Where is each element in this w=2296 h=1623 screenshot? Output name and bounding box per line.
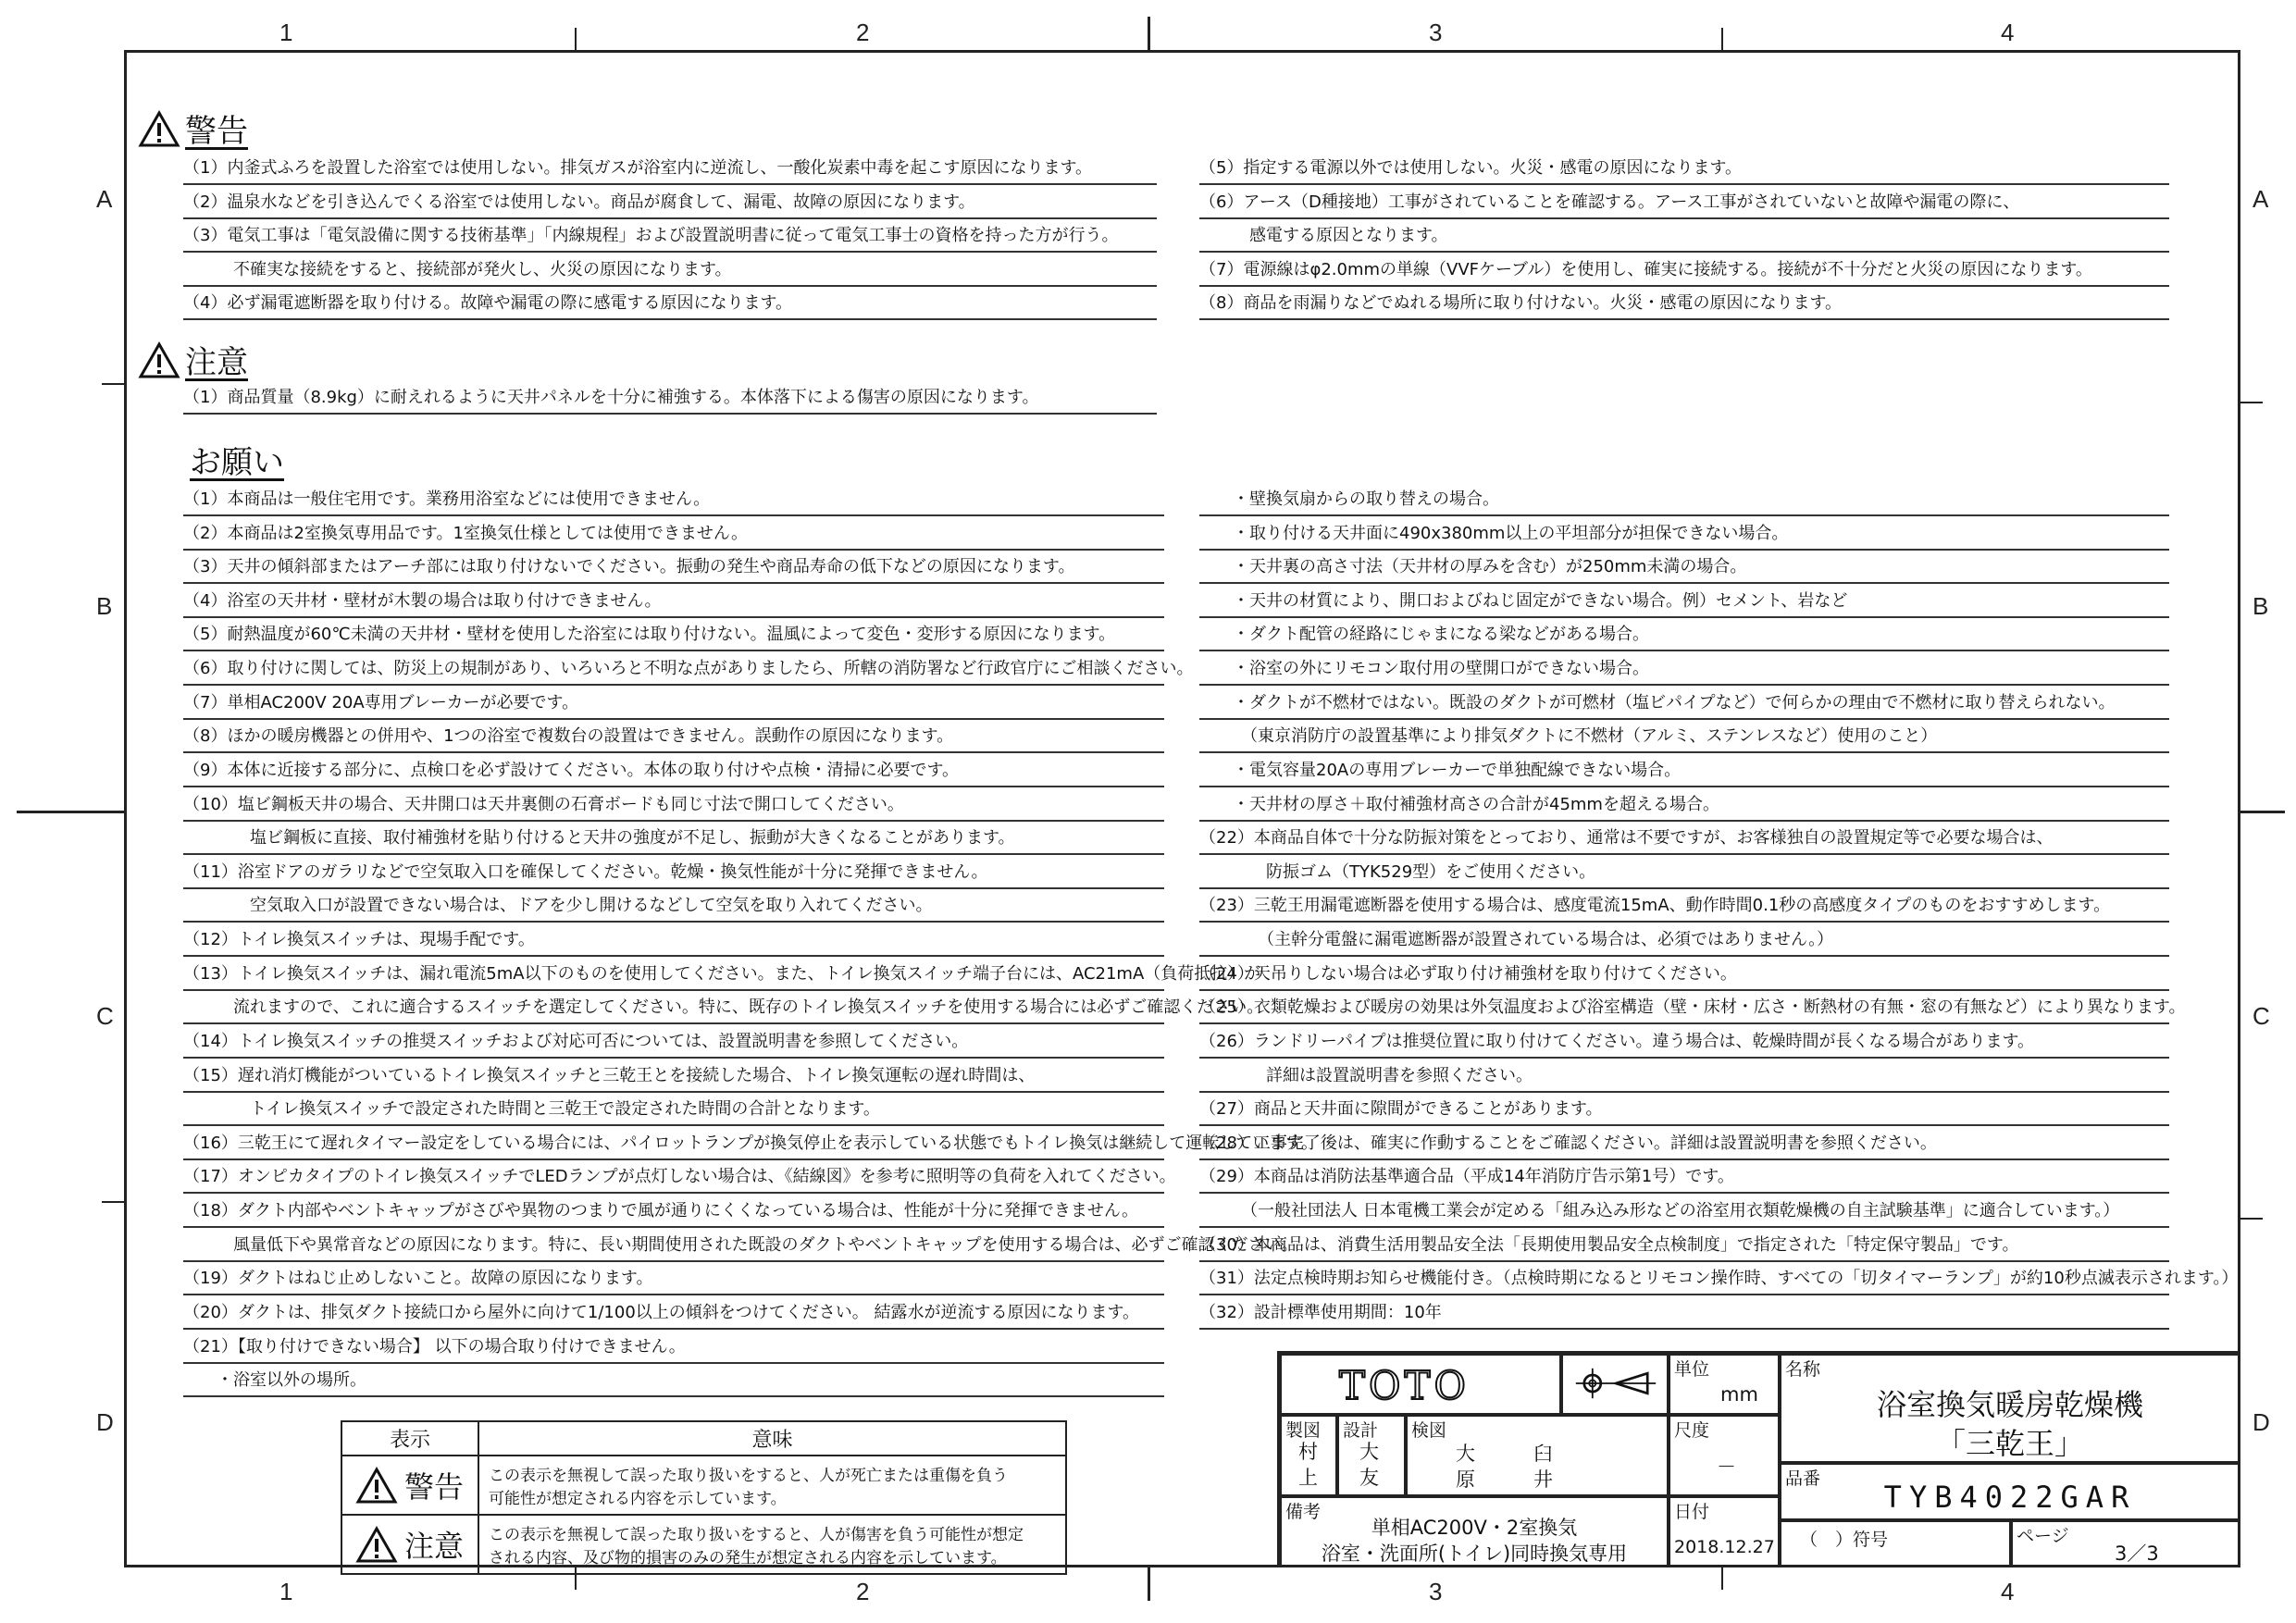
legend-caution-text2: される内容、及び物的損害のみの発生が想定される内容を示しています。: [489, 1549, 1007, 1567]
req-left-line: （6）取り付けに関しては、防災上の規制があり、いろいろと不明な点がありましたら、所轄の消防署など行政官庁にご相談ください。: [183, 652, 1164, 686]
req-right-line: （24）天吊りしない場合は必ず取り付け補強材を取り付けてください。: [1199, 958, 2169, 991]
tb-date-caption: 日付: [1674, 1502, 1710, 1522]
tb-date-cell: [1669, 1496, 1780, 1567]
tb-design-cell: [1337, 1415, 1406, 1496]
legend-caution-text1: この表示を無視して誤った取り扱いをすると、人が傷害を負う可能性が想定: [489, 1526, 1024, 1544]
req-left-line: （2）本商品は2室換気専用品です。1室換気仕様としては使用できません。: [183, 517, 1164, 551]
tb-scale-value: －: [1717, 1456, 1736, 1478]
warn-left-line: 不確実な接続をすると、接続部が発火し、火災の原因になります。: [183, 254, 1157, 287]
req-left-line: （20）ダクトは、排気ダクト接続口から屋外に向けて1/100以上の傾斜をつけてください。 結露水が逆流する原因になります。: [183, 1296, 1164, 1330]
tick-top-3: [1721, 28, 1723, 50]
legend-warning-label: 警告: [403, 1469, 464, 1505]
req-left-line: （11）浴室ドアのガラリなどで空気取入口を確保してください。乾燥・換気性能が十分に発揮できません。: [183, 856, 1164, 889]
tb-check-caption: 検図: [1411, 1420, 1447, 1441]
col-label-3: 3: [1429, 19, 1443, 46]
tb-check-cell: [1406, 1415, 1669, 1496]
tb-page-value: 3／3: [2115, 1542, 2159, 1565]
tb-code-cell: [1780, 1463, 2240, 1520]
tick-left-1: [102, 383, 124, 385]
col-label-4-bottom: 4: [2001, 1578, 2015, 1605]
req-left-line: 流れますので、これに適合するスイッチを選定してください。特に、既存のトイレ換気スイッチを使用する場合には必ずご確認ください。: [183, 991, 1164, 1024]
tick-bottom-3: [1721, 1567, 1723, 1590]
col-label-3-bottom: 3: [1429, 1578, 1443, 1605]
req-right-line: （28）工事完了後は、確実に作動することをご確認ください。詳細は設置説明書を参照ください。: [1199, 1127, 2169, 1160]
tb-product-nickname: 「三乾王」: [1935, 1426, 2084, 1461]
req-left-line: （17）オンピカタイプのトイレ換気スイッチでLEDランプが点灯しない場合は、《結線図》を参考に照明等の負荷を入れてください。: [183, 1160, 1164, 1194]
warn-right-line: （8）商品を雨漏りなどでぬれる場所に取り付けない。火災・感電の原因になります。: [1199, 287, 2169, 320]
warn-left-line: （1）内釜式ふろを設置した浴室では使用しない。排気ガスが浴室内に逆流し、一酸化炭素中毒を起こす原因になります。: [183, 152, 1157, 185]
req-left-line: （16）三乾王にて遅れタイマー設定をしている場合には、パイロットランプが換気停止を表示している状態でもトイレ換気は継続して運転しています。: [183, 1127, 1164, 1160]
tick-right-1: [2240, 402, 2263, 403]
warning-title: 警告: [185, 113, 248, 150]
tb-name-cell: [1780, 1354, 2240, 1463]
req-right-line: ・天井材の厚さ＋取付補強材高さの合計が45mmを超える場合。: [1199, 788, 2169, 822]
req-left-line: 空気取入口が設置できない場合は、ドアを少し開けるなどして空気を取り入れてください。: [183, 889, 1164, 923]
tb-page-caption: ページ: [2017, 1526, 2069, 1546]
legend-row-caution: [341, 1515, 1066, 1574]
req-left-line: （21）【取り付けできない場合】 以下の場合取り付けできません。: [183, 1331, 1164, 1364]
req-right-line: ・天井の材質により、開口およびねじ固定ができない場合。例）セメント、岩など: [1199, 585, 2169, 618]
tb-brand-cell: [1280, 1354, 1561, 1415]
tb-symbol-cell: [1780, 1520, 2011, 1567]
tick-left-3: [102, 1201, 124, 1203]
warning-heading: [139, 105, 248, 151]
tb-product-name: 浴室換気暖房乾燥機: [1876, 1387, 2143, 1422]
legend-warning-text1: この表示を無視して誤った取り扱いをすると、人が死亡または重傷を負う: [489, 1467, 1008, 1485]
request-heading: [190, 437, 284, 482]
tb-projection-cell: [1561, 1354, 1669, 1415]
tick-top-2: [1148, 17, 1150, 50]
tb-note-cell: [1280, 1496, 1669, 1567]
req-left-line: （18）ダクト内部やベントキャップがさびや異物のつまりで風が通りにくくなっている場合は、性能が十分に発揮できません。: [183, 1195, 1164, 1228]
tb-note-line2: 浴室・洗面所(トイレ)同時換気専用: [1321, 1542, 1628, 1565]
tb-design-value: 大 友: [1359, 1441, 1379, 1489]
tick-top-1: [575, 28, 577, 50]
warn-left-line: （3）電気工事は「電気設備に関する技術基準」「内線規程」および設置説明書に従って電気工事士の資格を持った方が行う。: [183, 219, 1157, 253]
tb-design-caption: 設計: [1343, 1420, 1379, 1441]
row-label-a: A: [96, 185, 113, 213]
tb-symbol-caption: （ ）符号: [1800, 1530, 1889, 1550]
legend-col-display: 表示: [341, 1421, 478, 1456]
req-right-line: ・壁換気扇からの取り替えの場合。: [1199, 483, 2169, 516]
toto-logo: TOTO: [1339, 1363, 1470, 1408]
req-left-line: （19）ダクトはねじ止めしないこと。故障の原因になります。: [183, 1262, 1164, 1295]
row-label-a-right: A: [2253, 185, 2269, 213]
req-right-line: （31）法定点検時期お知らせ機能付き。（点検時期になるとリモコン操作時、すべての「切タイマーランプ」が約10秒点滅表示されます。）: [1199, 1262, 2169, 1295]
req-left-line: （15）遅れ消灯機能がついているトイレ換気スイッチと三乾王とを接続した場合、トイレ換気運転の遅れ時間は、: [183, 1059, 1164, 1093]
tick-right-3: [2240, 1218, 2263, 1220]
req-right-line: ・天井裏の高さ寸法（天井材の厚みを含む）が250mm未満の場合。: [1199, 551, 2169, 584]
req-right-line: （30）本商品は、消費生活用製品安全法「長期使用製品安全点検制度」で指定された「特定保守製品」です。: [1199, 1229, 2169, 1262]
warning-icon: [139, 110, 180, 147]
tb-unit-value: mm: [1720, 1383, 1758, 1406]
tb-check-value2: 原 井: [1456, 1468, 1553, 1491]
req-left-line: （9）本体に近接する部分に、点検口を必ず設けてください。本体の取り付けや点検・清掃に必要です。: [183, 754, 1164, 787]
row-label-c: C: [96, 1002, 114, 1030]
req-left-line: ・浴室以外の場所。: [183, 1364, 1164, 1397]
legend-warning-icon: [356, 1467, 397, 1504]
tb-page-cell: [2011, 1520, 2240, 1567]
tb-made-caption: 製図: [1285, 1420, 1322, 1441]
row-label-c-right: C: [2253, 1002, 2270, 1030]
col-label-2-bottom: 2: [856, 1578, 870, 1605]
req-left-line: （5）耐熱温度が60℃未満の天井材・壁材を使用した浴室には取り付けない。温風によって変色・変形する原因になります。: [183, 618, 1164, 651]
req-right-line: ・ダクト配管の経路にじゃまになる梁などがある場合。: [1199, 618, 2169, 651]
req-left-line: トイレ換気スイッチで設定された時間と三乾王で設定された時間の合計となります。: [183, 1093, 1164, 1126]
req-left-line: （3）天井の傾斜部またはアーチ部には取り付けないでください。振動の発生や商品寿命の低下などの原因になります。: [183, 551, 1164, 584]
req-right-line: ・取り付ける天井面に490x380mm以上の平坦部分が担保できない場合。: [1199, 517, 2169, 551]
tb-date-value: 2018.12.27: [1674, 1537, 1775, 1557]
projection-symbol-icon: [1574, 1367, 1657, 1400]
req-right-line: （23）三乾王用漏電遮断器を使用する場合は、感度電流15mA、動作時間0.1秒の高感度タイプのものをおすすめします。: [1199, 889, 2169, 923]
req-left-line: （7）単相AC200V 20A専用ブレーカーが必要です。: [183, 687, 1164, 720]
tb-made-cell: [1280, 1415, 1337, 1496]
legend-table: [341, 1420, 1067, 1575]
tick-left-2: [17, 811, 124, 813]
req-left-line: 塩ビ鋼板に直接、取付補強材を貼り付けると天井の強度が不足し、振動が大きくなることがあります。: [183, 822, 1164, 855]
req-left-line: （13）トイレ換気スイッチは、漏れ電流5mA以下のものを使用してください。また、トイレ換気スイッチ端子台には、AC21mA（負荷抵抗）が: [183, 958, 1164, 991]
tb-code-caption: 品番: [1785, 1468, 1821, 1489]
tb-note-caption: 備考: [1285, 1502, 1322, 1522]
warn-right-line: （5）指定する電源以外では使用しない。火災・感電の原因になります。: [1199, 152, 2169, 185]
req-right-line: 防振ゴム（TYK529型）をご使用ください。: [1199, 856, 2169, 889]
legend-col-meaning: 意味: [478, 1421, 1066, 1456]
row-label-b: B: [96, 592, 113, 620]
req-left-line: （12）トイレ換気スイッチは、現場手配です。: [183, 923, 1164, 957]
caution-heading: [139, 337, 248, 382]
tb-check-value1: 大 臼: [1456, 1443, 1553, 1465]
legend-row-warning: [341, 1456, 1066, 1515]
tb-scale-cell: [1669, 1415, 1780, 1496]
tb-product-code: TYB4022GAR: [1883, 1480, 2137, 1515]
warn-right-line: （7）電源線はφ2.0mmの単線（VVFケーブル）を使用し、確実に接続する。接続が不十分だと火災の原因になります。: [1199, 254, 2169, 287]
req-right-line: ・電気容量20Aの専用ブレーカーで単独配線できない場合。: [1199, 754, 2169, 787]
req-left-line: （10）塩ビ鋼板天井の場合、天井開口は天井裏側の石膏ボードも同じ寸法で開口してください。: [183, 788, 1164, 822]
tb-unit-cell: [1669, 1354, 1780, 1415]
req-left-line: 風量低下や異常音などの原因になります。特に、長い期間使用された既設のダクトやベントキャップを使用する場合は、必ずご確認ください。: [183, 1229, 1164, 1262]
req-right-line: ・ダクトが不燃材ではない。既設のダクトが可燃材（塩ビパイプなど）で何らかの理由で不燃材に取り替えられない。: [1199, 687, 2169, 720]
legend-caution-icon: [356, 1526, 397, 1563]
tb-unit-caption: 単位: [1674, 1359, 1710, 1380]
req-left-line: （8）ほかの暖房機器との併用や、1つの浴室で複数台の設置はできません。誤動作の原因になります。: [183, 720, 1164, 753]
request-title: お願い: [190, 444, 284, 481]
req-left-line: （14）トイレ換気スイッチの推奨スイッチおよび対応可否については、設置説明書を参照してください。: [183, 1025, 1164, 1059]
warn-right-line: 感電する原因となります。: [1199, 219, 2169, 253]
caution-title: 注意: [185, 344, 248, 381]
tb-name-caption: 名称: [1785, 1359, 1821, 1380]
tb-note-line1: 単相AC200V・2室換気: [1371, 1517, 1578, 1539]
caution-icon: [139, 341, 180, 378]
req-right-line: （22）本商品自体で十分な防振対策をとっており、通常は不要ですが、お客様独自の設置規定等で必要な場合は、: [1199, 822, 2169, 855]
legend-warning-text2: 可能性が想定される内容を示しています。: [489, 1490, 787, 1508]
caut-left-line: （1）商品質量（8.9kg）に耐えれるように天井パネルを十分に補強する。本体落下による傷害の原因になります。: [183, 381, 1157, 415]
req-right-line: （主幹分電盤に漏電遮断器が設置されている場合は、必須ではありません。）: [1199, 923, 2169, 957]
row-label-d: D: [96, 1408, 114, 1436]
legend-caution-label: 注意: [403, 1529, 464, 1564]
warn-right-line: （6）アース（D種接地）工事がされていることを確認する。アース工事がされていないと故障や漏電の際に、: [1199, 186, 2169, 219]
warn-left-line: （4）必ず漏電遮断器を取り付ける。故障や漏電の際に感電する原因になります。: [183, 287, 1157, 320]
req-right-line: （一般社団法人 日本電機工業会が定める「組み込み形などの浴室用衣類乾燥機の自主試験基準」に適合しています。）: [1199, 1195, 2169, 1228]
col-label-1: 1: [279, 19, 293, 46]
row-label-b-right: B: [2253, 592, 2269, 620]
warn-left-line: （2）温泉水などを引き込んでくる浴室では使用しない。商品が腐食して、漏電、故障の原因になります。: [183, 186, 1157, 219]
req-right-line: （32）設計標準使用期間：10年: [1199, 1296, 2169, 1330]
req-left-line: （4）浴室の天井材・壁材が木製の場合は取り付けできません。: [183, 585, 1164, 618]
tb-made-value: 村 上: [1298, 1441, 1318, 1489]
req-right-line: （26）ランドリーパイプは推奨位置に取り付けてください。違う場合は、乾燥時間が長くなる場合があります。: [1199, 1025, 2169, 1059]
req-right-line: （25）衣類乾燥および暖房の効果は外気温度および浴室構造（壁・床材・広さ・断熱材の有無・窓の有無など）により異なります。: [1199, 991, 2169, 1024]
col-label-4: 4: [2001, 19, 2015, 46]
req-right-line: 詳細は設置説明書を参照ください。: [1199, 1059, 2169, 1093]
title-block: [1277, 1351, 2240, 1567]
row-label-d-right: D: [2253, 1408, 2270, 1436]
req-right-line: （東京消防庁の設置基準により排気ダクトに不燃材（アルミ、ステンレスなど）使用のこと）: [1199, 720, 2169, 753]
req-right-line: （29）本商品は消防法基準適合品（平成14年消防庁告示第1号）です。: [1199, 1160, 2169, 1194]
col-label-1-bottom: 1: [279, 1578, 293, 1605]
req-right-line: ・浴室の外にリモコン取付用の壁開口ができない場合。: [1199, 652, 2169, 686]
tick-right-2: [2240, 811, 2285, 813]
col-label-2: 2: [856, 19, 870, 46]
tb-scale-caption: 尺度: [1674, 1420, 1710, 1441]
req-right-line: （27）商品と天井面に隙間ができることがあります。: [1199, 1093, 2169, 1126]
req-left-line: （1）本商品は一般住宅用です。業務用浴室などには使用できません。: [183, 483, 1164, 516]
tick-bottom-2: [1148, 1567, 1150, 1601]
